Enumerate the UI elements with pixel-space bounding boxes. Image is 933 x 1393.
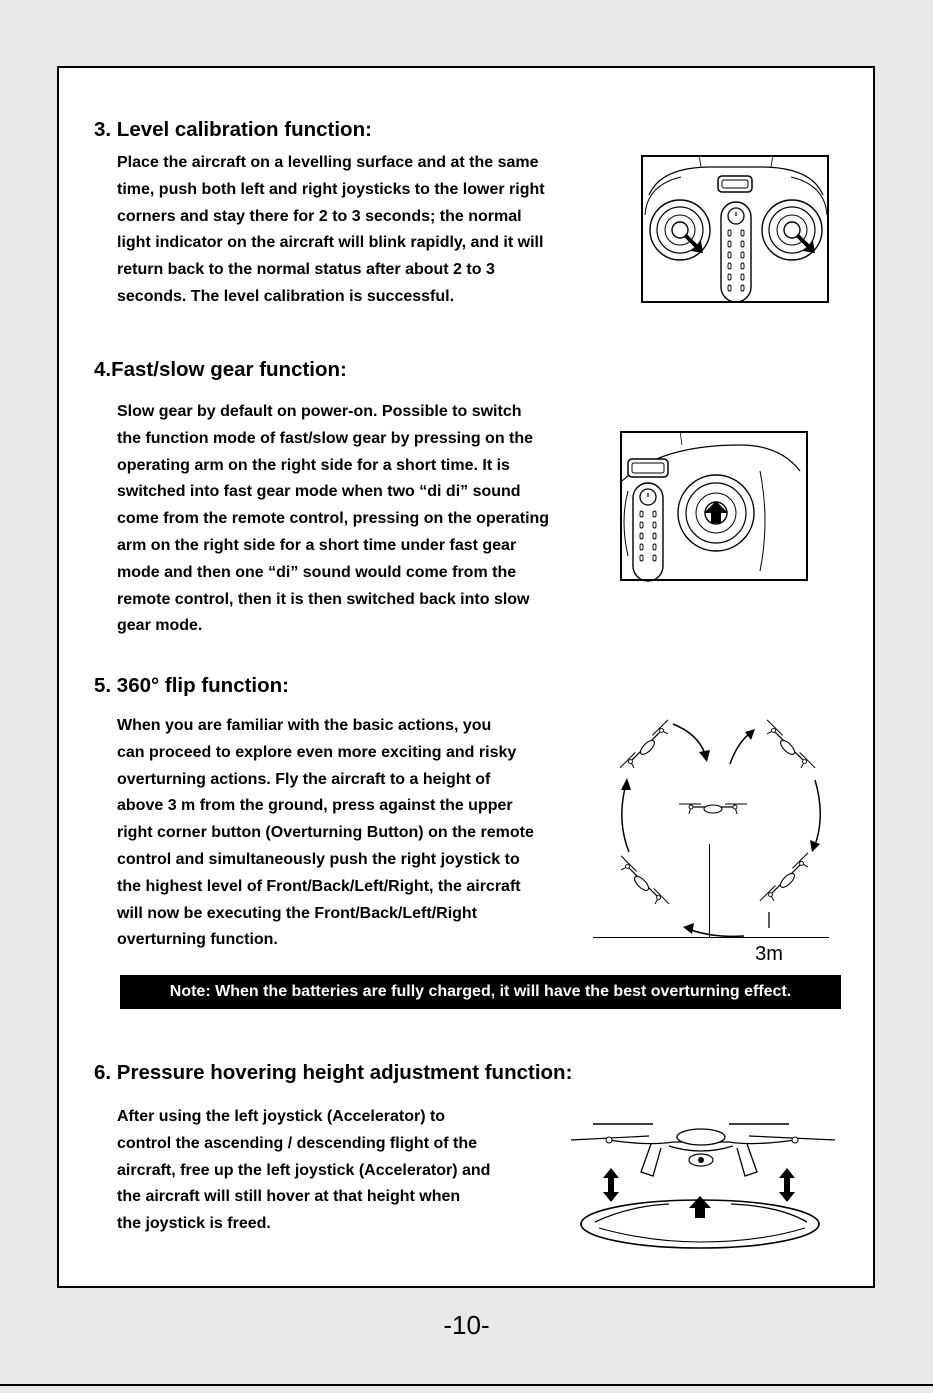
text-line: switched into fast gear mode when two “di di” sound [117,483,521,501]
text-line: overturning actions. Fly the aircraft to a height of [117,770,491,788]
manual-page [57,66,875,1288]
text-line: right corner button (Overturning Button) on the remote [117,824,534,842]
text-line: return back to the normal status after about 2 to 3 [117,261,495,279]
text-line: arm on the right side for a short time under fast gear [117,536,517,554]
remote-gear-illustration [620,431,810,583]
text-line: control the ascending / descending flight of the [117,1134,478,1152]
section-5-text [117,713,534,954]
section-5-title: 5. 360° flip function: [94,674,289,697]
section-3-text [117,150,545,311]
text-line: light indicator on the aircraft will blink rapidly, and it will [117,234,544,252]
text-line: above 3 m from the ground, press against the upper [117,797,513,815]
text-line: the joystick is freed. [117,1215,271,1233]
height-marker-line [709,844,710,938]
page-number: -10- [443,1310,490,1340]
text-line: operating arm on the right side for a short time. It is [117,456,510,474]
text-line: gear mode. [117,617,203,635]
text-line: can proceed to explore even more exciting and risky [117,743,517,761]
section-4-text [117,399,549,640]
section-6-text [117,1104,490,1238]
text-line: When you are familiar with the basic actions, you [117,717,492,734]
text-line: the highest level of Front/Back/Left/Right, the aircraft [117,877,521,895]
text-line: remote control, then it is then switched back into slow [117,590,530,608]
text-line: the aircraft will still hover at that height when [117,1188,461,1206]
text-line: seconds. The level calibration is successful. [117,287,455,305]
text-line: corners and stay there for 2 to 3 seconds; the normal [117,207,522,225]
text-line: overturning function. [117,931,278,949]
ground-line [593,937,829,938]
height-label: 3m [755,943,783,965]
hover-drone-illustration [569,1114,839,1250]
section-6-title: 6. Pressure hovering height adjustment function: [94,1061,573,1084]
battery-note: Note: When the batteries are fully charged, it will have the best overturning effect. [120,975,841,1009]
text-line: Place the aircraft on a levelling surface and at the same [117,154,539,171]
text-line: the function mode of fast/slow gear by pressing on the [117,429,534,447]
text-line: mode and then one “di” sound would come from the [117,563,517,581]
text-line: control and simultaneously push the right joystick to [117,850,520,868]
remote-calibration-illustration [641,155,831,305]
section-4-title: 4.Fast/slow gear function: [94,358,347,381]
section-3-title: 3. Level calibration function: [94,118,372,141]
text-line: aircraft, free up the left joystick (Accelerator) and [117,1161,491,1179]
text-line: will now be executing the Front/Back/Left/Right [117,904,478,922]
flip-illustration [593,704,833,965]
text-line: Slow gear by default on power-on. Possible to switch [117,403,522,420]
bottom-border [0,1384,933,1386]
text-line: come from the remote control, pressing on the operating [117,510,550,528]
text-line: time, push both left and right joysticks to the lower right [117,180,545,198]
text-line: After using the left joystick (Accelerator) to [117,1108,446,1125]
